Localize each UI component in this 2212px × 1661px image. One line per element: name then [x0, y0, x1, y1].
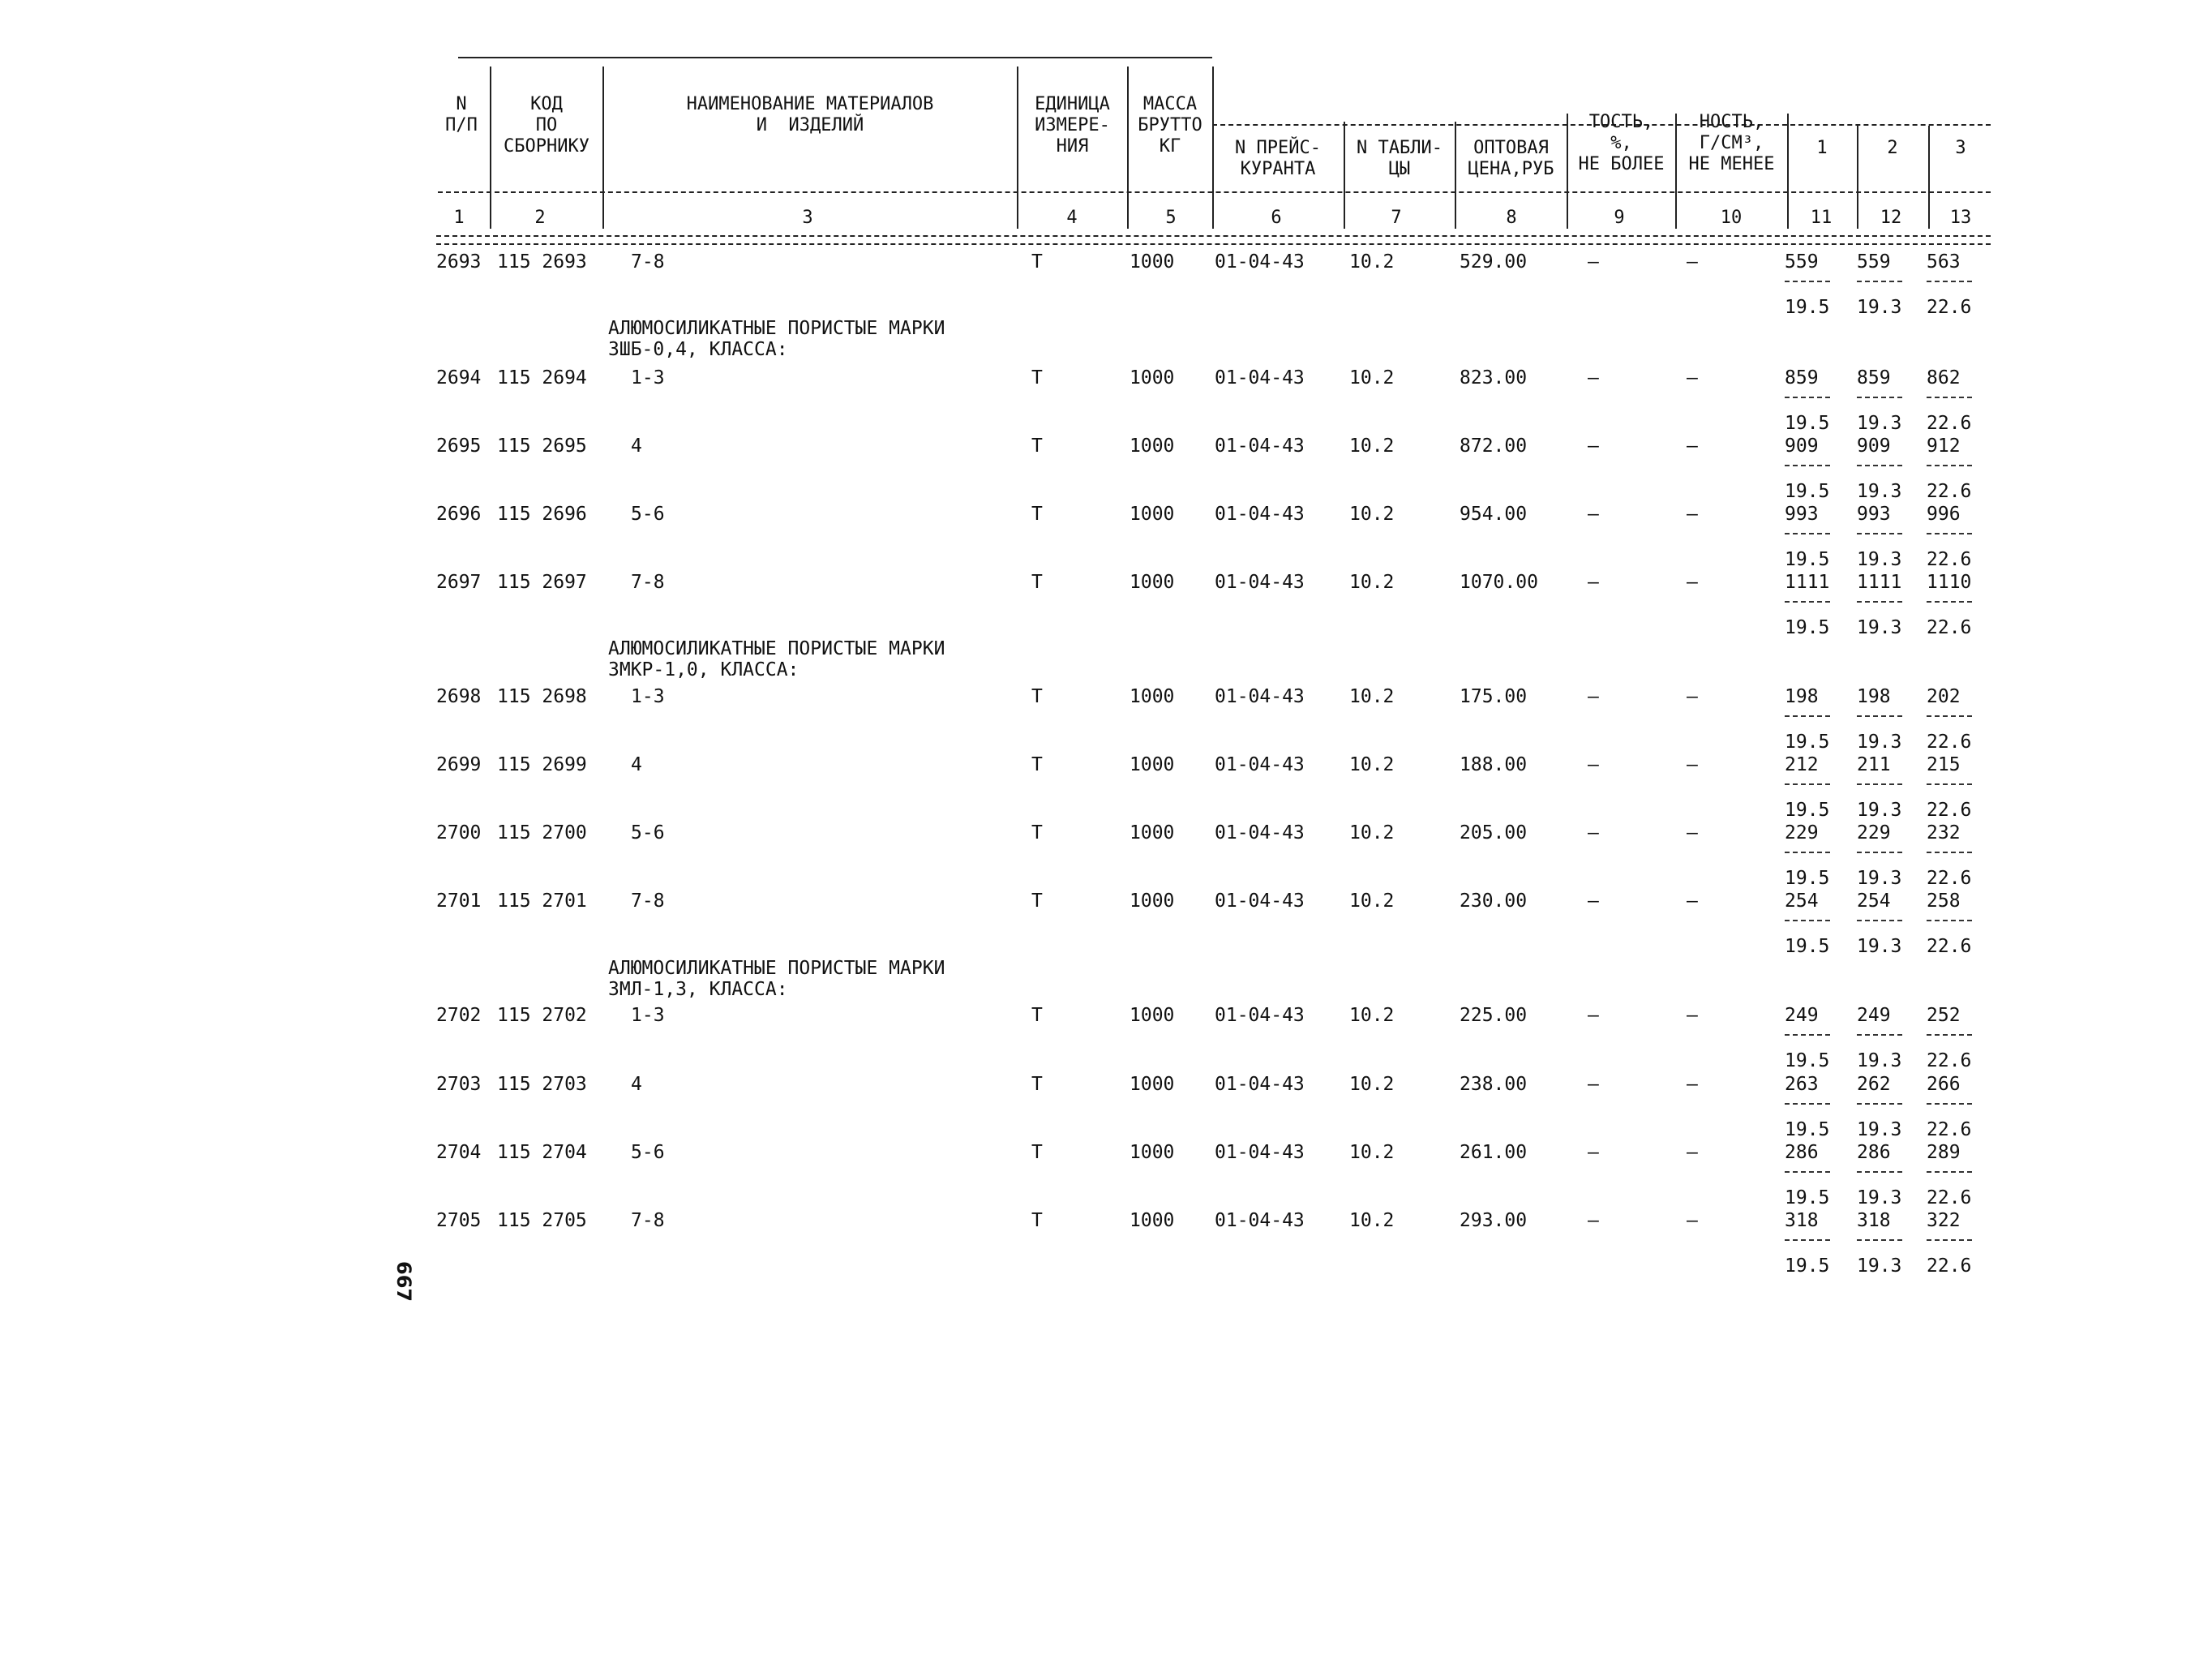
cell-zone-price: 262 [1857, 1074, 1891, 1095]
cell-c9: – [1588, 822, 1599, 843]
header-zone-3: 3 [1955, 138, 1966, 158]
cell-mass: 1000 [1130, 251, 1175, 273]
cell-zone-coefficient: 19.3 [1857, 1255, 1902, 1277]
cell-c10: – [1687, 822, 1698, 843]
cell-c9: – [1588, 504, 1599, 525]
cell-table: 10.2 [1349, 686, 1395, 707]
cell-zone-coefficient: 19.3 [1857, 1119, 1902, 1140]
cell-price: 823.00 [1460, 367, 1528, 388]
cell-price: 205.00 [1460, 822, 1528, 843]
cell-zone-coefficient: 19.3 [1857, 936, 1902, 957]
cell-zone-coefficient: 19.5 [1785, 1050, 1830, 1071]
cell-mass: 1000 [1130, 1210, 1175, 1231]
cell-c9: – [1588, 572, 1599, 593]
cell-unit: Т [1031, 1005, 1043, 1026]
cell-code: 115 2698 [497, 686, 587, 707]
cell-price-list: 01-04-43 [1215, 251, 1305, 273]
header-code: КОД ПО СБОРНИКУ [504, 94, 589, 157]
cell-zone-coefficient: 22.6 [1927, 936, 1972, 957]
cell-c10: – [1687, 1142, 1698, 1163]
cell-code: 115 2699 [497, 754, 587, 775]
cell-zone-coefficient: 19.3 [1857, 868, 1902, 889]
cell-c10: – [1687, 686, 1698, 707]
cell-price-list: 01-04-43 [1215, 504, 1305, 525]
column-number: 3 [802, 208, 813, 228]
cell-zone-price: 996 [1927, 504, 1961, 525]
cell-price-list: 01-04-43 [1215, 572, 1305, 593]
header-separator [602, 67, 604, 229]
cell-c9: – [1588, 436, 1599, 457]
header-number-rule [436, 243, 1991, 245]
cell-zone-coefficient: 22.6 [1927, 413, 1972, 434]
cell-zone-coefficient: 19.5 [1785, 481, 1830, 502]
cell-name: 4 [631, 754, 642, 775]
fraction-bar [1927, 533, 1972, 534]
cell-zone-coefficient: 19.5 [1785, 1119, 1830, 1140]
cell-unit: Т [1031, 1210, 1043, 1231]
cell-name: 7-8 [631, 891, 665, 912]
cell-unit: Т [1031, 367, 1043, 388]
cell-zone-coefficient: 22.6 [1927, 1255, 1972, 1277]
cell-zone-price: 862 [1927, 367, 1961, 388]
group-title-sub: ЗМЛ-1,3, КЛАССА: [608, 979, 788, 1000]
cell-table: 10.2 [1349, 1005, 1395, 1026]
cell-table: 10.2 [1349, 436, 1395, 457]
cell-zone-coefficient: 19.3 [1857, 1187, 1902, 1208]
cell-price-list: 01-04-43 [1215, 1142, 1305, 1163]
fraction-bar [1857, 920, 1902, 921]
cell-price: 529.00 [1460, 251, 1528, 273]
column-number: 10 [1720, 208, 1743, 228]
cell-zone-price: 286 [1785, 1142, 1819, 1163]
cell-zone-coefficient: 19.3 [1857, 297, 1902, 318]
header-price-list: N ПРЕЙС- КУРАНТА [1235, 138, 1321, 179]
cell-zone-coefficient: 19.3 [1857, 1050, 1902, 1071]
cell-code: 115 2697 [497, 572, 587, 593]
cell-c9: – [1588, 891, 1599, 912]
header-table-number: N ТАБЛИ- ЦЫ [1357, 138, 1443, 179]
fraction-bar [1785, 533, 1830, 534]
fraction-bar [1785, 1034, 1830, 1036]
fraction-bar [1857, 715, 1902, 717]
cell-zone-price: 249 [1785, 1005, 1819, 1026]
fraction-bar [1927, 281, 1972, 282]
cell-c10: – [1687, 572, 1698, 593]
header-wholesale-price: ОПТОВАЯ ЦЕНА,РУБ [1468, 138, 1554, 179]
header-sub-rule [438, 191, 1991, 193]
cell-zone-price: 322 [1927, 1210, 1961, 1231]
cell-name: 4 [631, 1074, 642, 1095]
group-title [608, 958, 945, 1000]
cell-c9: – [1588, 1142, 1599, 1163]
cell-price: 261.00 [1460, 1142, 1528, 1163]
column-number: 2 [534, 208, 546, 228]
cell-name: 5-6 [631, 1142, 665, 1163]
cell-zone-price: 563 [1927, 251, 1961, 273]
cell-table: 10.2 [1349, 754, 1395, 775]
cell-price: 293.00 [1460, 1210, 1528, 1231]
cell-code: 115 2696 [497, 504, 587, 525]
cell-zone-coefficient: 22.6 [1927, 481, 1972, 502]
group-title [608, 318, 945, 360]
cell-zone-price: 254 [1857, 891, 1891, 912]
cell-price: 872.00 [1460, 436, 1528, 457]
cell-code: 115 2701 [497, 891, 587, 912]
cell-unit: Т [1031, 686, 1043, 707]
cell-c9: – [1588, 1074, 1599, 1095]
cell-name: 7-8 [631, 572, 665, 593]
cell-zone-coefficient: 22.6 [1927, 1119, 1972, 1140]
cell-c9: – [1588, 1005, 1599, 1026]
cell-mass: 1000 [1130, 367, 1175, 388]
group-title-line: АЛЮМОСИЛИКАТНЫЕ ПОРИСТЫЕ МАРКИ [608, 638, 945, 659]
cell-unit: Т [1031, 504, 1043, 525]
cell-zone-price: 202 [1927, 686, 1961, 707]
header-bottom-rule [436, 235, 1991, 237]
cell-name: 1-3 [631, 367, 665, 388]
cell-price-list: 01-04-43 [1215, 891, 1305, 912]
group-title-sub: ЗШБ-0,4, КЛАССА: [608, 339, 788, 360]
fraction-bar [1785, 281, 1830, 282]
cell-mass: 1000 [1130, 436, 1175, 457]
fraction-bar [1927, 397, 1972, 398]
cell-table: 10.2 [1349, 504, 1395, 525]
cell-zone-coefficient: 19.5 [1785, 732, 1830, 753]
cell-zone-price: 212 [1785, 754, 1819, 775]
cell-c9: – [1588, 367, 1599, 388]
fraction-bar [1927, 601, 1972, 603]
fraction-bar [1927, 465, 1972, 466]
cell-zone-coefficient: 19.5 [1785, 413, 1830, 434]
cell-table: 10.2 [1349, 251, 1395, 273]
cell-zone-price: 993 [1785, 504, 1819, 525]
cell-name: 7-8 [631, 1210, 665, 1231]
cell-price-list: 01-04-43 [1215, 754, 1305, 775]
cell-n: 2693 [436, 251, 482, 273]
cell-unit: Т [1031, 754, 1043, 775]
group-title-sub: ЗМКР-1,0, КЛАССА: [608, 659, 799, 680]
cell-unit: Т [1031, 251, 1043, 273]
fraction-bar [1857, 397, 1902, 398]
cell-zone-price: 215 [1927, 754, 1961, 775]
cell-table: 10.2 [1349, 572, 1395, 593]
column-number: 11 [1810, 208, 1833, 228]
column-number: 8 [1506, 208, 1517, 228]
cell-zone-price: 289 [1927, 1142, 1961, 1163]
cell-name: 1-3 [631, 686, 665, 707]
cell-n: 2699 [436, 754, 482, 775]
cell-mass: 1000 [1130, 1142, 1175, 1163]
cell-zone-coefficient: 19.3 [1857, 732, 1902, 753]
cell-price: 954.00 [1460, 504, 1528, 525]
header-top-rule [458, 57, 1212, 58]
fraction-bar [1857, 601, 1902, 603]
cell-zone-price: 263 [1785, 1074, 1819, 1095]
cell-price-list: 01-04-43 [1215, 1210, 1305, 1231]
cell-table: 10.2 [1349, 891, 1395, 912]
cell-c10: – [1687, 504, 1698, 525]
cell-zone-price: 266 [1927, 1074, 1961, 1095]
group-title-line: АЛЮМОСИЛИКАТНЫЕ ПОРИСТЫЕ МАРКИ [608, 958, 945, 979]
header-porosity: ТОСТЬ, %, НЕ БОЛЕЕ [1578, 112, 1665, 174]
cell-unit: Т [1031, 1074, 1043, 1095]
fraction-bar [1857, 783, 1902, 785]
header-gross-mass: МАССА БРУТТО КГ [1138, 94, 1202, 157]
cell-n: 2702 [436, 1005, 482, 1026]
cell-name: 7-8 [631, 251, 665, 273]
header-unit: ЕДИНИЦА ИЗМЕРЕ- НИЯ [1035, 94, 1110, 157]
header-separator [1787, 114, 1789, 229]
cell-name: 5-6 [631, 504, 665, 525]
cell-mass: 1000 [1130, 572, 1175, 593]
fraction-bar [1785, 783, 1830, 785]
cell-n: 2705 [436, 1210, 482, 1231]
cell-zone-coefficient: 22.6 [1927, 1050, 1972, 1071]
cell-zone-coefficient: 19.3 [1857, 549, 1902, 570]
cell-zone-coefficient: 19.5 [1785, 936, 1830, 957]
cell-zone-coefficient: 19.3 [1857, 617, 1902, 638]
column-number: 5 [1165, 208, 1177, 228]
cell-mass: 1000 [1130, 504, 1175, 525]
fraction-bar [1785, 852, 1830, 853]
cell-zone-coefficient: 22.6 [1927, 617, 1972, 638]
header-zone-2: 2 [1887, 138, 1898, 158]
cell-table: 10.2 [1349, 367, 1395, 388]
column-number: 1 [453, 208, 465, 228]
cell-name: 1-3 [631, 1005, 665, 1026]
cell-code: 115 2700 [497, 822, 587, 843]
cell-zone-coefficient: 22.6 [1927, 800, 1972, 821]
cell-zone-price: 229 [1857, 822, 1891, 843]
cell-price-list: 01-04-43 [1215, 822, 1305, 843]
fraction-bar [1927, 783, 1972, 785]
cell-mass: 1000 [1130, 822, 1175, 843]
cell-code: 115 2704 [497, 1142, 587, 1163]
cell-unit: Т [1031, 436, 1043, 457]
fraction-bar [1785, 465, 1830, 466]
cell-price: 1070.00 [1460, 572, 1538, 593]
fraction-bar [1927, 715, 1972, 717]
cell-c10: – [1687, 1074, 1698, 1095]
cell-zone-price: 258 [1927, 891, 1961, 912]
cell-table: 10.2 [1349, 1142, 1395, 1163]
cell-zone-coefficient: 22.6 [1927, 1187, 1972, 1208]
cell-n: 2696 [436, 504, 482, 525]
column-number: 7 [1391, 208, 1402, 228]
cell-zone-price: 249 [1857, 1005, 1891, 1026]
cell-c10: – [1687, 367, 1698, 388]
cell-code: 115 2703 [497, 1074, 587, 1095]
fraction-bar [1785, 1171, 1830, 1173]
fraction-bar [1927, 1034, 1972, 1036]
cell-zone-price: 559 [1785, 251, 1819, 273]
fraction-bar [1927, 1103, 1972, 1105]
cell-n: 2697 [436, 572, 482, 593]
cell-price-list: 01-04-43 [1215, 1074, 1305, 1095]
cell-n: 2695 [436, 436, 482, 457]
fraction-bar [1857, 1103, 1902, 1105]
cell-price: 225.00 [1460, 1005, 1528, 1026]
header-density: НОСТЬ, Г/СМ³, НЕ МЕНЕЕ [1688, 112, 1775, 174]
cell-zone-price: 1111 [1785, 572, 1830, 593]
cell-mass: 1000 [1130, 686, 1175, 707]
cell-zone-price: 909 [1785, 436, 1819, 457]
column-number: 12 [1880, 208, 1902, 228]
header-material-name: НАИМЕНОВАНИЕ МАТЕРИАЛОВ И ИЗДЕЛИЙ [686, 94, 934, 135]
cell-n: 2703 [436, 1074, 482, 1095]
cell-price-list: 01-04-43 [1215, 1005, 1305, 1026]
fraction-bar [1857, 1171, 1902, 1173]
cell-zone-price: 318 [1857, 1210, 1891, 1231]
column-number: 4 [1066, 208, 1078, 228]
cell-unit: Т [1031, 572, 1043, 593]
cell-price-list: 01-04-43 [1215, 367, 1305, 388]
fraction-bar [1785, 920, 1830, 921]
cell-unit: Т [1031, 891, 1043, 912]
cell-name: 4 [631, 436, 642, 457]
fraction-bar [1927, 852, 1972, 853]
cell-unit: Т [1031, 1142, 1043, 1163]
cell-code: 115 2694 [497, 367, 587, 388]
fraction-bar [1857, 1239, 1902, 1241]
cell-zone-price: 1111 [1857, 572, 1902, 593]
cell-c9: – [1588, 754, 1599, 775]
header-zone-1: 1 [1816, 138, 1828, 158]
fraction-bar [1785, 1103, 1830, 1105]
cell-n: 2700 [436, 822, 482, 843]
cell-code: 115 2693 [497, 251, 587, 273]
fraction-bar [1857, 465, 1902, 466]
cell-zone-price: 211 [1857, 754, 1891, 775]
cell-c10: – [1687, 1005, 1698, 1026]
fraction-bar [1927, 920, 1972, 921]
cell-price-list: 01-04-43 [1215, 436, 1305, 457]
cell-mass: 1000 [1130, 891, 1175, 912]
group-title-line: АЛЮМОСИЛИКАТНЫЕ ПОРИСТЫЕ МАРКИ [608, 318, 945, 339]
cell-zone-coefficient: 19.3 [1857, 413, 1902, 434]
cell-code: 115 2702 [497, 1005, 587, 1026]
cell-table: 10.2 [1349, 1074, 1395, 1095]
fraction-bar [1785, 601, 1830, 603]
cell-zone-coefficient: 19.5 [1785, 1255, 1830, 1277]
fraction-bar [1785, 715, 1830, 717]
cell-n: 2698 [436, 686, 482, 707]
cell-zone-coefficient: 22.6 [1927, 868, 1972, 889]
cell-zone-price: 559 [1857, 251, 1891, 273]
cell-zone-price: 859 [1785, 367, 1819, 388]
cell-zone-coefficient: 19.5 [1785, 1187, 1830, 1208]
fraction-bar [1857, 533, 1902, 534]
cell-zone-price: 254 [1785, 891, 1819, 912]
cell-c10: – [1687, 1210, 1698, 1231]
column-number: 6 [1271, 208, 1282, 228]
cell-zone-price: 909 [1857, 436, 1891, 457]
cell-code: 115 2705 [497, 1210, 587, 1231]
cell-table: 10.2 [1349, 1210, 1395, 1231]
cell-c10: – [1687, 754, 1698, 775]
cell-zone-price: 198 [1785, 686, 1819, 707]
cell-zone-coefficient: 19.5 [1785, 549, 1830, 570]
cell-name: 5-6 [631, 822, 665, 843]
cell-zone-coefficient: 19.3 [1857, 800, 1902, 821]
cell-mass: 1000 [1130, 1074, 1175, 1095]
cell-price: 230.00 [1460, 891, 1528, 912]
cell-n: 2701 [436, 891, 482, 912]
header-row-number: N П/П [445, 94, 478, 135]
page-number: 667 [392, 1261, 415, 1303]
cell-c10: – [1687, 251, 1698, 273]
column-number: 13 [1949, 208, 1972, 228]
fraction-bar [1785, 397, 1830, 398]
cell-zone-coefficient: 19.5 [1785, 868, 1830, 889]
cell-unit: Т [1031, 822, 1043, 843]
cell-price: 175.00 [1460, 686, 1528, 707]
cell-c10: – [1687, 436, 1698, 457]
cell-zone-price: 198 [1857, 686, 1891, 707]
fraction-bar [1927, 1239, 1972, 1241]
fraction-bar [1857, 1034, 1902, 1036]
cell-zone-price: 318 [1785, 1210, 1819, 1231]
fraction-bar [1927, 1171, 1972, 1173]
cell-mass: 1000 [1130, 754, 1175, 775]
cell-zone-price: 912 [1927, 436, 1961, 457]
group-title [608, 638, 945, 680]
cell-zone-price: 286 [1857, 1142, 1891, 1163]
column-number: 9 [1614, 208, 1625, 228]
cell-code: 115 2695 [497, 436, 587, 457]
cell-n: 2694 [436, 367, 482, 388]
cell-zone-coefficient: 19.3 [1857, 481, 1902, 502]
cell-c10: – [1687, 891, 1698, 912]
cell-price: 188.00 [1460, 754, 1528, 775]
fraction-bar [1857, 281, 1902, 282]
cell-c9: – [1588, 1210, 1599, 1231]
cell-zone-coefficient: 22.6 [1927, 732, 1972, 753]
cell-zone-price: 993 [1857, 504, 1891, 525]
cell-zone-coefficient: 22.6 [1927, 297, 1972, 318]
cell-zone-price: 229 [1785, 822, 1819, 843]
cell-mass: 1000 [1130, 1005, 1175, 1026]
cell-zone-price: 232 [1927, 822, 1961, 843]
cell-zone-coefficient: 19.5 [1785, 297, 1830, 318]
cell-c9: – [1588, 686, 1599, 707]
cell-c9: – [1588, 251, 1599, 273]
cell-n: 2704 [436, 1142, 482, 1163]
cell-zone-price: 1110 [1927, 572, 1972, 593]
fraction-bar [1785, 1239, 1830, 1241]
fraction-bar [1857, 852, 1902, 853]
cell-zone-coefficient: 19.5 [1785, 617, 1830, 638]
cell-zone-price: 252 [1927, 1005, 1961, 1026]
cell-zone-coefficient: 22.6 [1927, 549, 1972, 570]
cell-zone-coefficient: 19.5 [1785, 800, 1830, 821]
cell-price: 238.00 [1460, 1074, 1528, 1095]
cell-table: 10.2 [1349, 822, 1395, 843]
cell-zone-price: 859 [1857, 367, 1891, 388]
cell-price-list: 01-04-43 [1215, 686, 1305, 707]
